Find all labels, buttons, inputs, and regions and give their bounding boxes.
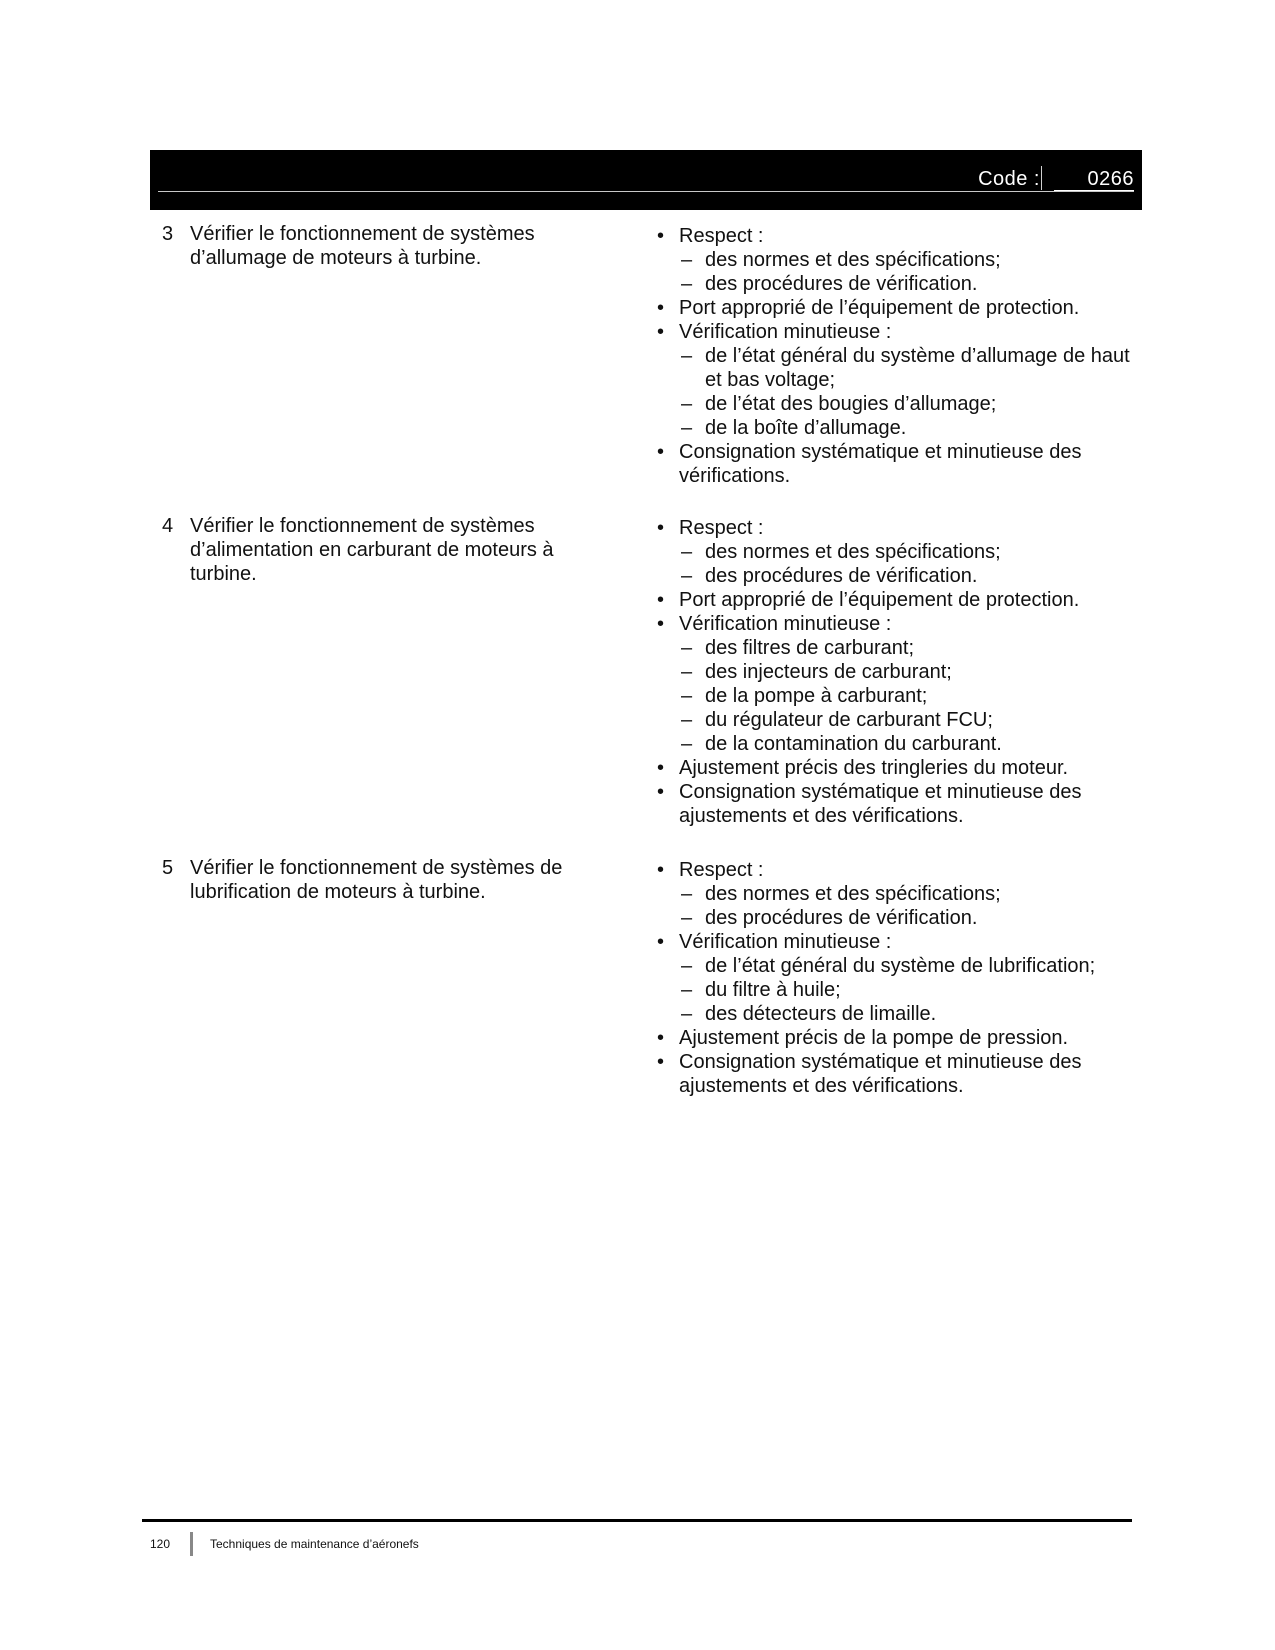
sub-criterion: – des filtres de carburant; (679, 636, 1135, 660)
sub-criterion: – des procédures de vérification. (679, 272, 1135, 296)
code-value: 0266 (1087, 168, 1134, 190)
criterion-text: Port approprié de l’équipement de protection. (679, 589, 1080, 611)
element-number: 3 (162, 223, 174, 245)
criterion-text: Port approprié de l’équipement de protection. (679, 297, 1080, 319)
element-number: 4 (162, 515, 174, 537)
sub-criterion: – de l’état général du système de lubrification; (679, 954, 1135, 978)
criterion (655, 930, 1135, 1026)
element-statement: Vérifier le fonctionnement de systèmes d’alimentation en carburant de moteurs à turbine. (190, 515, 554, 585)
criterion (655, 588, 1135, 612)
element-statement: Vérifier le fonctionnement de systèmes d’allumage de moteurs à turbine. (190, 223, 535, 269)
criterion (655, 780, 1135, 828)
criterion (655, 296, 1135, 320)
criterion-text: Consignation systématique et minutieuse des vérifications. (679, 441, 1082, 487)
criterion-text: Consignation systématique et minutieuse des ajustements et des vérifications. (679, 781, 1082, 827)
header-divider (158, 191, 1134, 192)
sub-criterion: – du filtre à huile; (679, 978, 1135, 1002)
sub-criterion: – des détecteurs de limaille. (679, 1002, 1135, 1026)
criteria-list-5 (655, 858, 1135, 1098)
sub-criterion: – de la boîte d’allumage. (679, 416, 1135, 440)
criterion-text: Respect : (679, 517, 764, 539)
element-number: 5 (162, 857, 174, 879)
element-5 (162, 856, 582, 904)
sub-criterion: – des normes et des spécifications; (679, 248, 1135, 272)
sub-criterion: – de l’état des bougies d’allumage; (679, 392, 1135, 416)
code-label: Code : (978, 168, 1040, 190)
element-3 (162, 222, 582, 270)
criterion-text: Vérification minutieuse : (679, 613, 892, 635)
criterion-text: Vérification minutieuse : (679, 931, 892, 953)
page-number: 120 (150, 1537, 171, 1551)
sub-criterion: – de la pompe à carburant; (679, 684, 1135, 708)
criterion-text: Vérification minutieuse : (679, 321, 892, 343)
criterion (655, 756, 1135, 780)
criterion (655, 516, 1135, 588)
criterion-text: Ajustement précis de la pompe de pression. (679, 1027, 1069, 1049)
criterion (655, 858, 1135, 930)
header-bar (150, 150, 1142, 210)
sub-criterion: – des procédures de vérification. (679, 906, 1135, 930)
sub-criterion: – des normes et des spécifications; (679, 882, 1135, 906)
criterion-text: Respect : (679, 859, 764, 881)
criterion-text: Ajustement précis des tringleries du moteur. (679, 757, 1069, 779)
criterion (655, 320, 1135, 440)
criteria-list-4 (655, 516, 1135, 828)
criterion-text: Consignation systématique et minutieuse des ajustements et des vérifications. (679, 1051, 1082, 1097)
element-statement: Vérifier le fonctionnement de systèmes de lubrification de moteurs à turbine. (190, 857, 563, 903)
criterion-text: Respect : (679, 225, 764, 247)
sub-criterion: – de l’état général du système d’allumage de haut et bas voltage; (679, 344, 1135, 392)
criterion (655, 1026, 1135, 1050)
footer-separator (190, 1532, 193, 1556)
criterion (655, 612, 1135, 756)
footer-rule (142, 1519, 1132, 1522)
criteria-list-3 (655, 224, 1135, 488)
element-4 (162, 514, 582, 586)
sub-criterion: – de la contamination du carburant. (679, 732, 1135, 756)
sub-criterion: – du régulateur de carburant FCU; (679, 708, 1135, 732)
criterion (655, 224, 1135, 296)
sub-criterion: – des injecteurs de carburant; (679, 660, 1135, 684)
sub-criterion: – des normes et des spécifications; (679, 540, 1135, 564)
sub-criterion: – des procédures de vérification. (679, 564, 1135, 588)
criterion (655, 440, 1135, 488)
code-separator (1041, 166, 1042, 190)
document-title: Techniques de maintenance d’aéronefs (210, 1537, 419, 1551)
code-value-underline (1054, 190, 1134, 191)
criterion (655, 1050, 1135, 1098)
